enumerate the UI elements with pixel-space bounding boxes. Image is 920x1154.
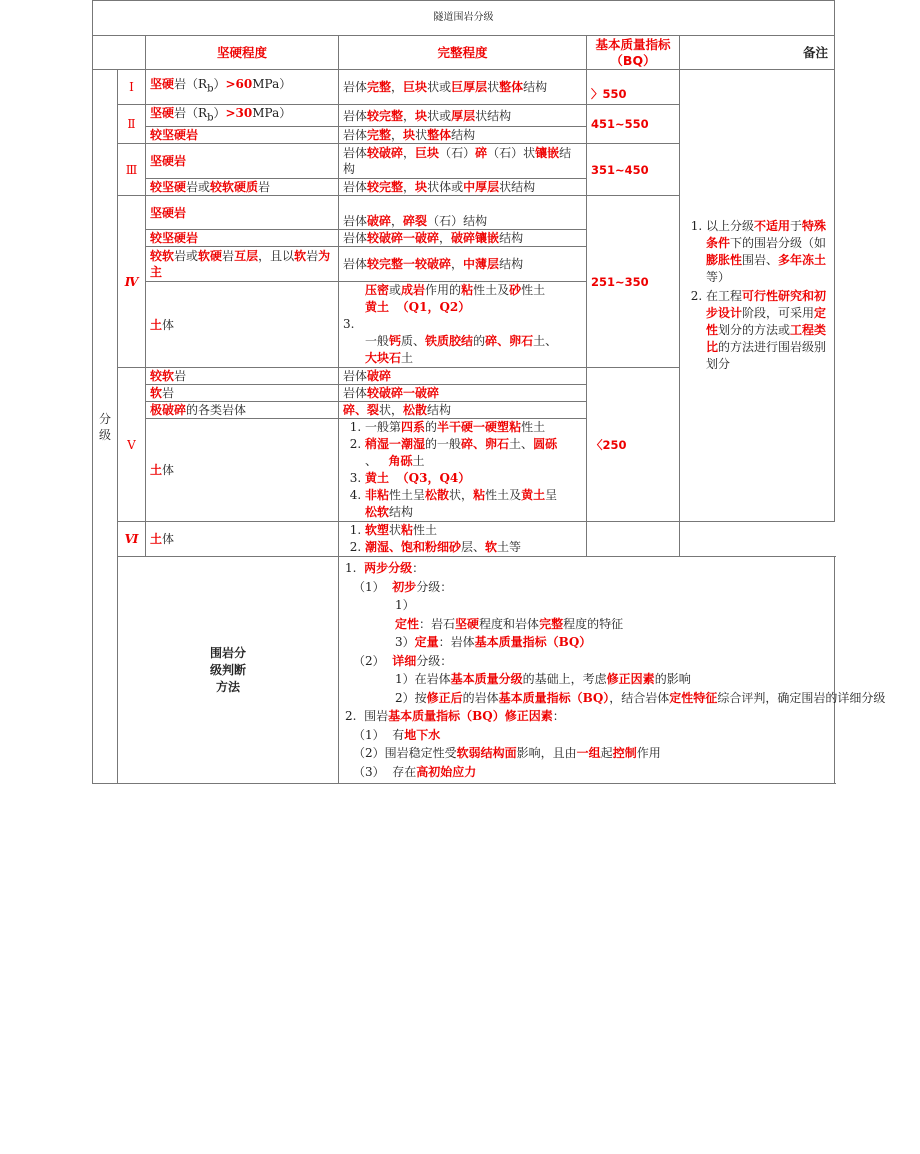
integrity-V-3: 碎、裂状，松散结构 bbox=[339, 402, 587, 419]
hardness-I: 坚硬岩$(R_b)>60MPa$） bbox=[146, 70, 339, 105]
header-integrity: 完整程度 bbox=[339, 36, 587, 70]
level-I: Ⅰ bbox=[118, 70, 146, 105]
bq-VI bbox=[587, 522, 680, 557]
header-hardness: 坚硬程度 bbox=[146, 36, 339, 70]
integrity-III-2: 岩体较完整，块状体或中厚层状结构 bbox=[339, 179, 587, 196]
method-content: 1. 两步分级： （1） 初步分级： 1） 定性：岩石坚硬程度和岩体完整程度的特征 3）定量：岩体基本质量指标（BQ） （2） 详细分级： 1）在岩体基本质量分级的基础上，考虑修正因素的影响 2）按修正后的岩体基本质量指标（BQ），结合岩体定性特征综合评判，确定围岩的详细分级 2. 围岩基本质量指标（BQ）修正因素： （1） 有地下水 （2）围岩稳定性受软弱结构面影响，且由一组起控制作用 （3） 存在高初始应力 bbox=[339, 557, 835, 784]
header-remarks: 备注 bbox=[680, 36, 835, 70]
integrity-IV-1: 岩体破碎，碎裂（石）结构 bbox=[339, 196, 587, 230]
integrity-II-1: 岩体较完整，块状或厚层状结构 bbox=[339, 105, 587, 127]
hardness-II-2: 较坚硬岩 bbox=[146, 127, 339, 144]
level-IV: Ⅳ bbox=[118, 196, 146, 368]
integrity-II-2: 岩体完整，块状整体结构 bbox=[339, 127, 587, 144]
remark-1: 1. 以上分级不适用于特殊条件下的围岩分级（如膨胀性围岩、多年冻土等） bbox=[706, 218, 830, 286]
hardness-IV-2: 较坚硬岩 bbox=[146, 230, 339, 247]
hardness-V-2: 软岩 bbox=[146, 385, 339, 402]
bq-IV: 251~350 bbox=[587, 196, 680, 368]
rock-classification-table bbox=[92, 0, 886, 784]
method-heading: 围岩分级判断方法 bbox=[118, 557, 339, 784]
hardness-V-4: 土体 bbox=[146, 419, 339, 522]
level-II: Ⅱ bbox=[118, 105, 146, 144]
header-empty bbox=[93, 36, 146, 70]
header-bq: 基本质量指标 （BQ） bbox=[587, 36, 680, 70]
hardness-VI: 土体 bbox=[146, 522, 339, 557]
hardness-II-1: 坚硬岩$(R_b)>30MPa$） bbox=[146, 105, 339, 127]
table-title: 隧道围岩分级 bbox=[93, 1, 835, 36]
integrity-V-2: 岩体较破碎一破碎 bbox=[339, 385, 587, 402]
hardness-III-1: 坚硬岩 bbox=[146, 144, 339, 179]
bq-III: 351~450 bbox=[587, 144, 680, 196]
integrity-III-1: 岩体较破碎，巨块（石）碎（石）状镶嵌结构 bbox=[339, 144, 587, 179]
integrity-IV-4: 压密或成岩作用的粘性土及砂性土 黄土 （Q1，Q2） 3. 一般钙质、铁质胶结的碎、卵石土、 大块石土 bbox=[339, 282, 587, 368]
hardness-V-1: 较软岩 bbox=[146, 368, 339, 385]
hardness-III-2: 较坚硬岩或较软硬质岩 bbox=[146, 179, 339, 196]
remarks-cell bbox=[680, 70, 835, 522]
hardness-IV-4: 土体 bbox=[146, 282, 339, 368]
level-VI: Ⅵ bbox=[118, 522, 146, 557]
integrity-V-4: 1. 一般第四系的半干硬一硬塑粘性土 2. 稍湿一潮湿的一般碎、卵石土、圆砾 、 角砾土 3. 黄土 （Q3，Q4） 4. 非粘性土呈松散状，粘性土及黄土呈 松软结构 bbox=[339, 419, 587, 522]
document-page bbox=[92, 0, 886, 784]
hardness-V-3: 极破碎的各类岩体 bbox=[146, 402, 339, 419]
bq-II: 451~550 bbox=[587, 105, 680, 144]
level-III: Ⅲ bbox=[118, 144, 146, 196]
category-grading: 分级 bbox=[93, 70, 118, 784]
bq-V: 〈250 bbox=[587, 368, 680, 522]
integrity-VI: 1. 软塑状粘性土 2. 潮湿、饱和粉细砂层、软土等 bbox=[339, 522, 587, 557]
integrity-I: 岩体完整，巨块状或巨厚层状整体结构 bbox=[339, 70, 587, 105]
bq-I: 〉550 bbox=[587, 70, 680, 105]
integrity-IV-2: 岩体较破碎一破碎，破碎镶嵌结构 bbox=[339, 230, 587, 247]
remark-2: 2. 在工程可行性研究和初步设计阶段，可采用定性划分的方法或工程类比的方法进行围岩级别划分 bbox=[706, 288, 830, 373]
integrity-V-1: 岩体破碎 bbox=[339, 368, 587, 385]
integrity-IV-3: 岩体较完整一较破碎，中薄层结构 bbox=[339, 247, 587, 282]
hardness-IV-1: 坚硬岩 bbox=[146, 196, 339, 230]
hardness-IV-3: 较软岩或软硬岩互层，且以软岩为主 bbox=[146, 247, 339, 282]
level-V: Ⅴ bbox=[118, 368, 146, 522]
